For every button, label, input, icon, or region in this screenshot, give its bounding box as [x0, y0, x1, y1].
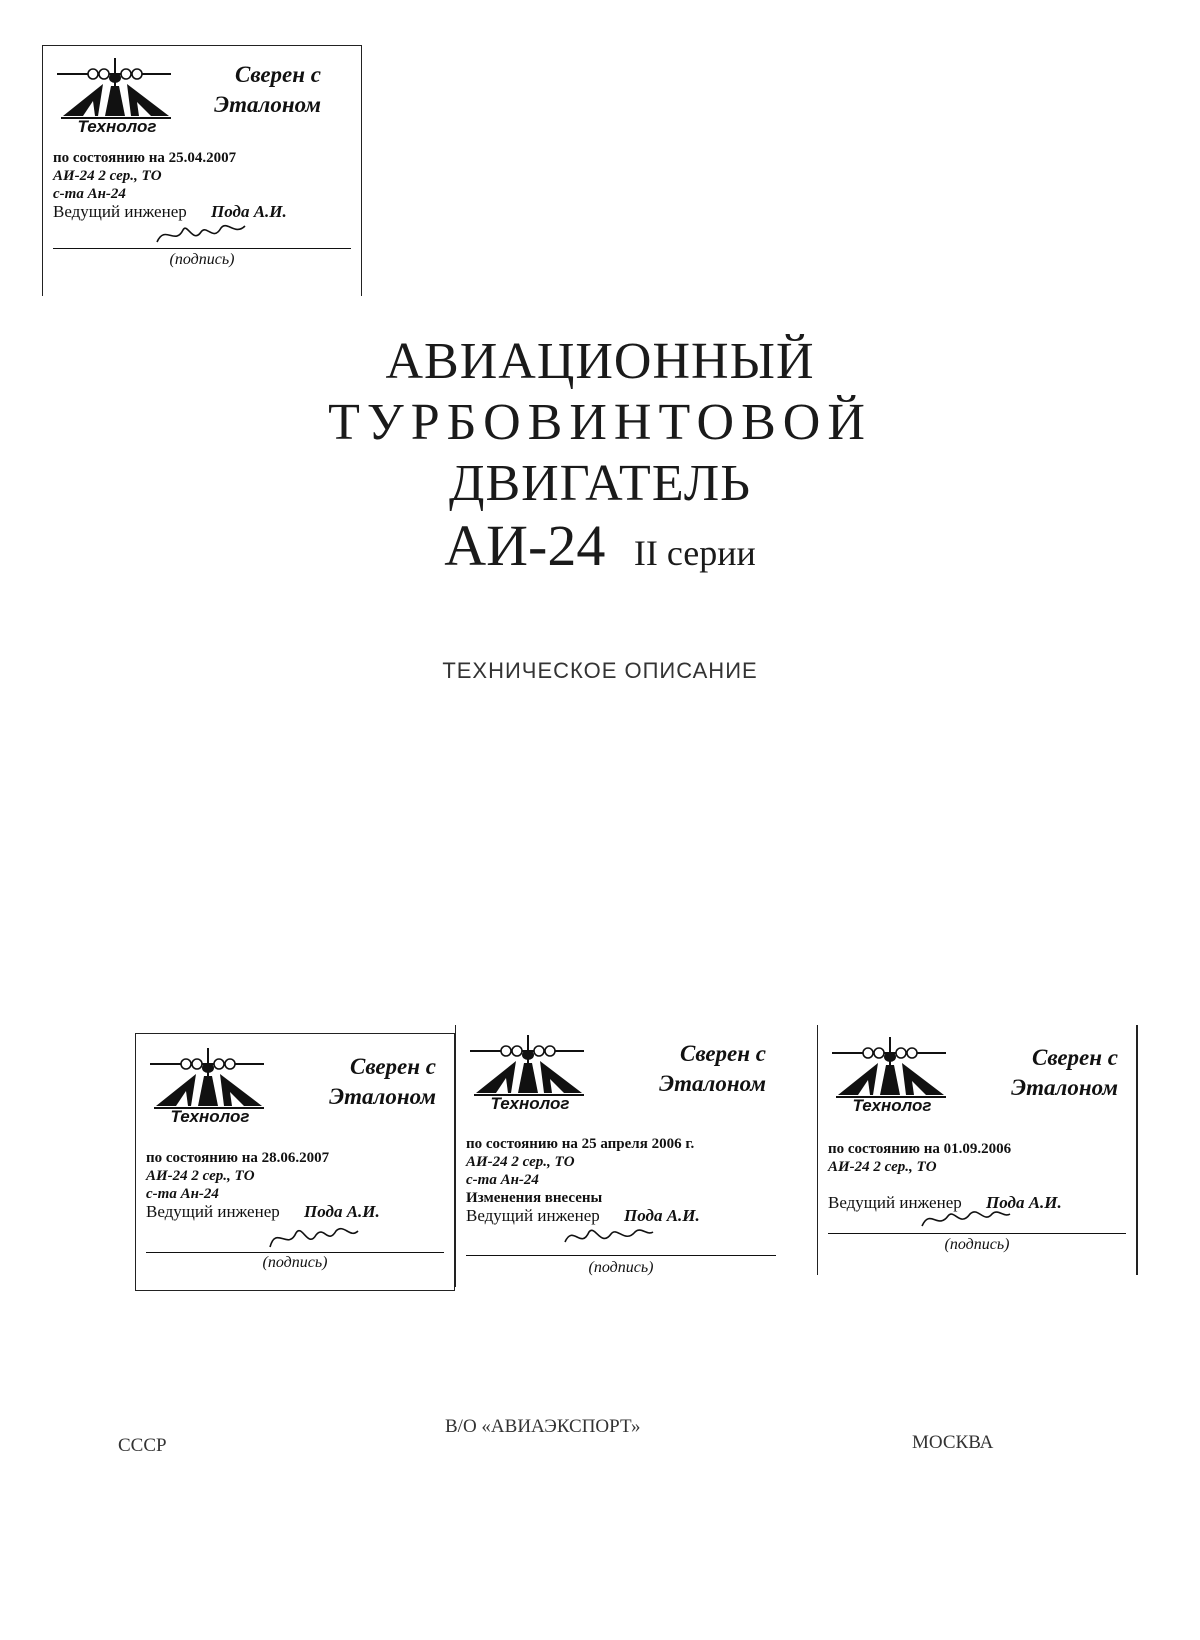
handwritten-signature	[918, 1200, 1013, 1236]
signature-caption: (подпись)	[169, 251, 235, 268]
title-line-3: ДВИГАТЕЛЬ	[448, 455, 752, 512]
stamp-document: АИ-24 2 сер., ТО	[828, 1159, 937, 1175]
stamp-heading	[606, 1039, 766, 1099]
handwritten-signature	[561, 1220, 656, 1256]
handwritten-signature	[153, 216, 248, 252]
engine-model	[0, 512, 1200, 579]
stamp-document: АИ-24 2 сер., ТО	[466, 1154, 575, 1170]
logo-text: Технолог	[77, 117, 157, 136]
title-line-2: ТУРБОВИНТОВОЙ	[328, 394, 872, 451]
stamp-heading-line2: Эталоном	[214, 92, 321, 117]
logo-text: Технолог	[490, 1094, 570, 1113]
verification-stamp	[42, 45, 362, 296]
engineer-label: Ведущий инженер	[828, 1193, 962, 1212]
signature-caption: (подпись)	[588, 1259, 654, 1276]
title-line-1: АВИАЦИОННЫЙ	[385, 333, 815, 390]
stamp-document: АИ-24 2 сер., ТО	[146, 1168, 255, 1184]
stamp-date: по состоянию на 01.09.2006	[828, 1141, 1012, 1157]
stamp-heading-line1: Сверен с	[1032, 1045, 1118, 1070]
stamp-aircraft: с-та Ан-24	[146, 1186, 219, 1202]
verification-stamp	[817, 1025, 1138, 1275]
tekhnolog-logo	[466, 1033, 591, 1113]
stamp-date: по состоянию на 25.04.2007	[53, 150, 237, 166]
tekhnolog-logo	[146, 1046, 271, 1126]
signature-caption: (подпись)	[944, 1236, 1010, 1253]
engineer-name: Пода А.И.	[624, 1206, 700, 1225]
stamp-aircraft: с-та Ан-24	[466, 1172, 539, 1188]
stamp-heading	[193, 60, 321, 120]
signature-caption: (подпись)	[262, 1254, 328, 1271]
stamp-heading	[968, 1043, 1118, 1103]
engineer-label: Ведущий инженер	[466, 1206, 600, 1225]
tekhnolog-logo	[53, 56, 178, 136]
stamp-heading-line1: Сверен с	[680, 1041, 766, 1066]
document-subtitle: ТЕХНИЧЕСКОЕ ОПИСАНИЕ	[442, 658, 758, 683]
logo-text: Технолог	[170, 1107, 250, 1126]
stamp-aircraft: с-та Ан-24	[53, 186, 126, 202]
model-series: II серии	[633, 533, 756, 573]
verification-stamp	[135, 1033, 455, 1291]
verification-stamp	[455, 1025, 786, 1287]
engineer-label: Ведущий инженер	[53, 202, 187, 221]
engineer-name: Пода А.И.	[986, 1193, 1062, 1212]
stamp-changes-note: Изменения внесены	[466, 1190, 603, 1206]
stamp-date: по состоянию на 28.06.2007	[146, 1150, 330, 1166]
engineer-name: Пода А.И.	[304, 1202, 380, 1221]
stamp-heading-line2: Эталоном	[329, 1084, 436, 1109]
model-name: АИ-24	[444, 513, 606, 578]
engineer-name: Пода А.И.	[211, 202, 287, 221]
logo-text: Технолог	[852, 1096, 932, 1115]
engineer-label: Ведущий инженер	[146, 1202, 280, 1221]
stamp-heading-line1: Сверен с	[235, 62, 321, 87]
stamp-document: АИ-24 2 сер., ТО	[53, 168, 162, 184]
stamp-heading-line1: Сверен с	[350, 1054, 436, 1079]
footer-publisher: В/О «АВИАЭКСПОРТ»	[445, 1416, 641, 1437]
stamp-heading-line2: Эталоном	[1011, 1075, 1118, 1100]
footer-city: МОСКВА	[912, 1432, 994, 1453]
handwritten-signature	[266, 1219, 361, 1255]
footer-country: СССР	[118, 1435, 167, 1456]
stamp-heading-line2: Эталоном	[659, 1071, 766, 1096]
tekhnolog-logo	[828, 1035, 953, 1115]
stamp-heading	[286, 1052, 436, 1112]
stamp-date: по состоянию на 25 апреля 2006 г.	[466, 1136, 695, 1152]
